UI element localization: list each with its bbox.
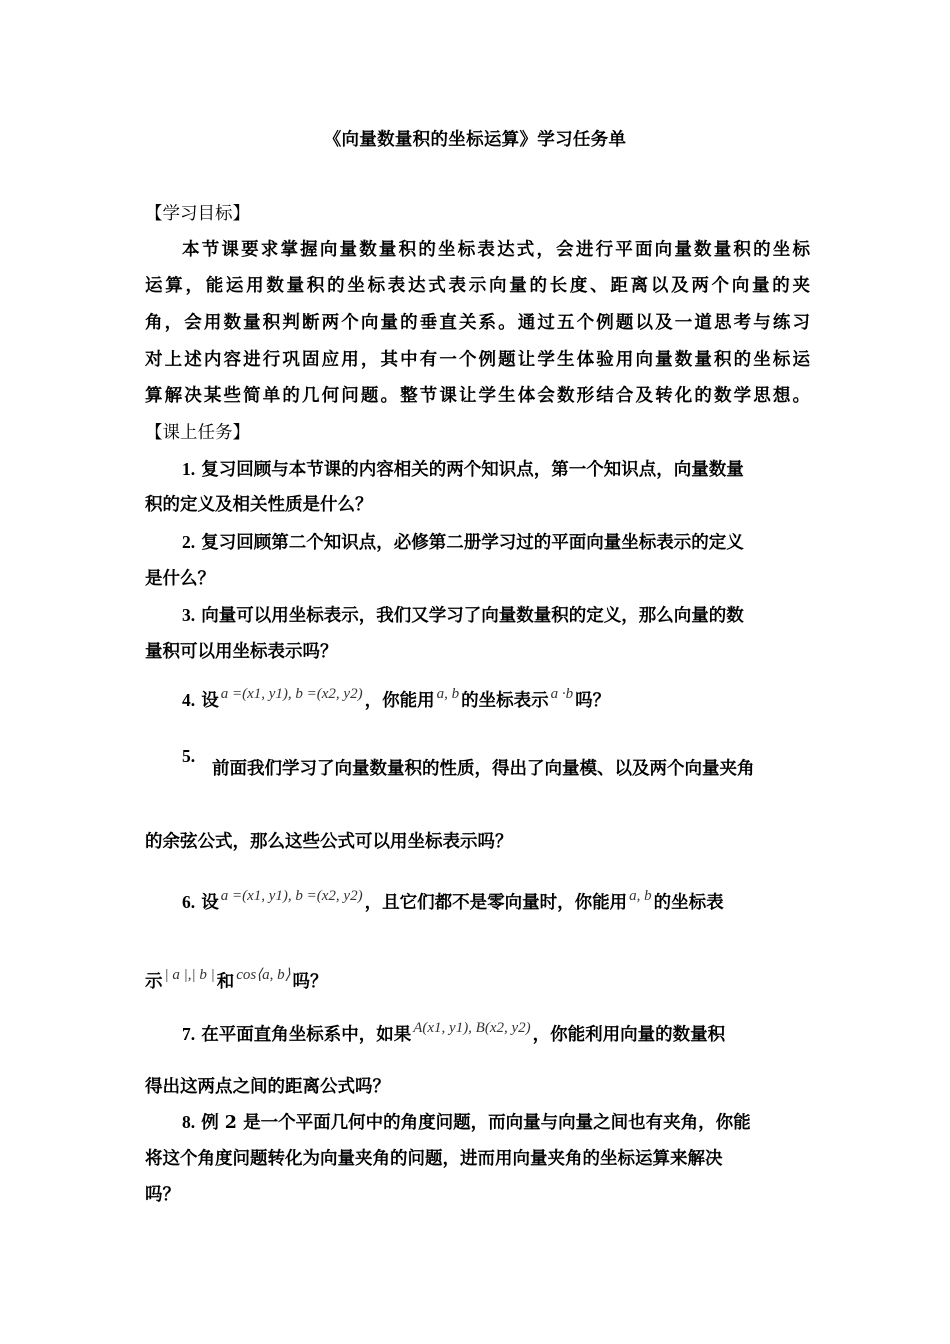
task-7-cont: 得出这两点之间的距离公式吗？ bbox=[145, 1077, 390, 1097]
task-text: ，且它们都不是零向量时，你能用 bbox=[364, 893, 628, 913]
task-text: 吗？ bbox=[575, 691, 611, 711]
task-2-cont: 是什么？ bbox=[145, 569, 215, 589]
goal-line-3: 角，会用数量积判断两个向量的垂直关系。通过五个例题以及一道思考与练习 bbox=[145, 313, 810, 333]
task-8-cont-2: 吗？ bbox=[145, 1185, 180, 1205]
task-number: 6. bbox=[182, 892, 196, 912]
task-7 bbox=[182, 1022, 810, 1048]
section-heading-goals: 【学习目标】 bbox=[145, 204, 250, 224]
task-text: 吗？ bbox=[292, 972, 328, 992]
math-dot-product: a ·b bbox=[550, 686, 574, 702]
task-2 bbox=[182, 530, 810, 555]
goal-line-2: 运算，能运用数量积的坐标表达式表示向量的长度、距离以及两个向量的夹 bbox=[145, 276, 810, 296]
task-5-cont: 的余弦公式，那么这些公式可以用坐标表示吗？ bbox=[145, 832, 513, 852]
task-text: 设 bbox=[201, 691, 219, 711]
task-8-cont: 将这个角度问题转化为向量夹角的问题，进而用向量夹角的坐标运算来解决 bbox=[145, 1149, 723, 1169]
task-text: 在平面直角坐标系中，如果 bbox=[201, 1025, 412, 1045]
section-heading-tasks: 【课上任务】 bbox=[145, 423, 250, 443]
task-text: ，你能用 bbox=[364, 691, 435, 711]
task-text: 和 bbox=[216, 972, 235, 992]
goal-line-5: 算解决某些简单的几何问题。整节课让学生体会数形结合及转化的数学思想。 bbox=[145, 386, 810, 406]
task-3-cont: 量积可以用坐标表示吗？ bbox=[145, 642, 338, 662]
document-title: 《向量数量积的坐标运算》学习任务单 bbox=[323, 130, 627, 150]
task-text: 向量可以用坐标表示，我们又学习了向量数量积的定义，那么向量的数 bbox=[201, 606, 744, 626]
task-text: ，你能利用向量的数量积 bbox=[532, 1025, 726, 1045]
goal-line-4: 对上述内容进行巩固应用，其中有一个例题让学生体验用向量数量积的坐标运 bbox=[145, 350, 810, 370]
task-text: 示 bbox=[145, 972, 163, 992]
task-number: 2. bbox=[182, 532, 196, 552]
task-number: 3. bbox=[182, 605, 196, 625]
math-cosine: cos⟨a, b⟩ bbox=[236, 967, 291, 983]
math-vars-ab: a, b bbox=[629, 888, 652, 904]
task-text: 例 2 是一个平面几何中的角度问题，而向量与向量之间也有夹角，你能 bbox=[201, 1113, 751, 1133]
task-text: 的坐标表 bbox=[653, 893, 724, 913]
goal-line-1: 本节课要求掌握向量数量积的坐标表达式，会进行平面向量数量积的坐标 bbox=[182, 240, 810, 260]
task-text: 的坐标表示 bbox=[461, 691, 549, 711]
task-5: 前面我们学习了向量数量积的性质，得出了向量模、以及两个向量夹角 bbox=[212, 759, 755, 779]
task-number: 4. bbox=[182, 690, 196, 710]
task-1 bbox=[182, 457, 810, 482]
math-modulus: | a |,| b | bbox=[164, 967, 215, 983]
task-number: 8. bbox=[182, 1112, 196, 1132]
task-number: 1. bbox=[182, 459, 196, 479]
task-text: 复习回顾与本节课的内容相关的两个知识点，第一个知识点，向量数量 bbox=[201, 460, 744, 480]
task-8 bbox=[182, 1110, 810, 1135]
math-vars-ab: a, b bbox=[436, 686, 460, 702]
math-points-ab: A(x1, y1), B(x2, y2) bbox=[413, 1020, 531, 1036]
task-5-number: 5. bbox=[182, 746, 196, 766]
task-text: 复习回顾第二个知识点，必修第二册学习过的平面向量坐标表示的定义 bbox=[201, 533, 744, 553]
task-text: 设 bbox=[201, 893, 219, 913]
task-6-cont bbox=[145, 967, 810, 995]
task-4 bbox=[182, 688, 810, 714]
task-6 bbox=[182, 890, 810, 916]
task-1-cont: 积的定义及相关性质是什么？ bbox=[145, 495, 373, 515]
task-number: 7. bbox=[182, 1024, 196, 1044]
math-vector-ab: a =(x1, y1), b =(x2, y2) bbox=[220, 686, 363, 702]
task-3 bbox=[182, 603, 810, 628]
math-vector-ab: a =(x1, y1), b =(x2, y2) bbox=[220, 888, 363, 904]
